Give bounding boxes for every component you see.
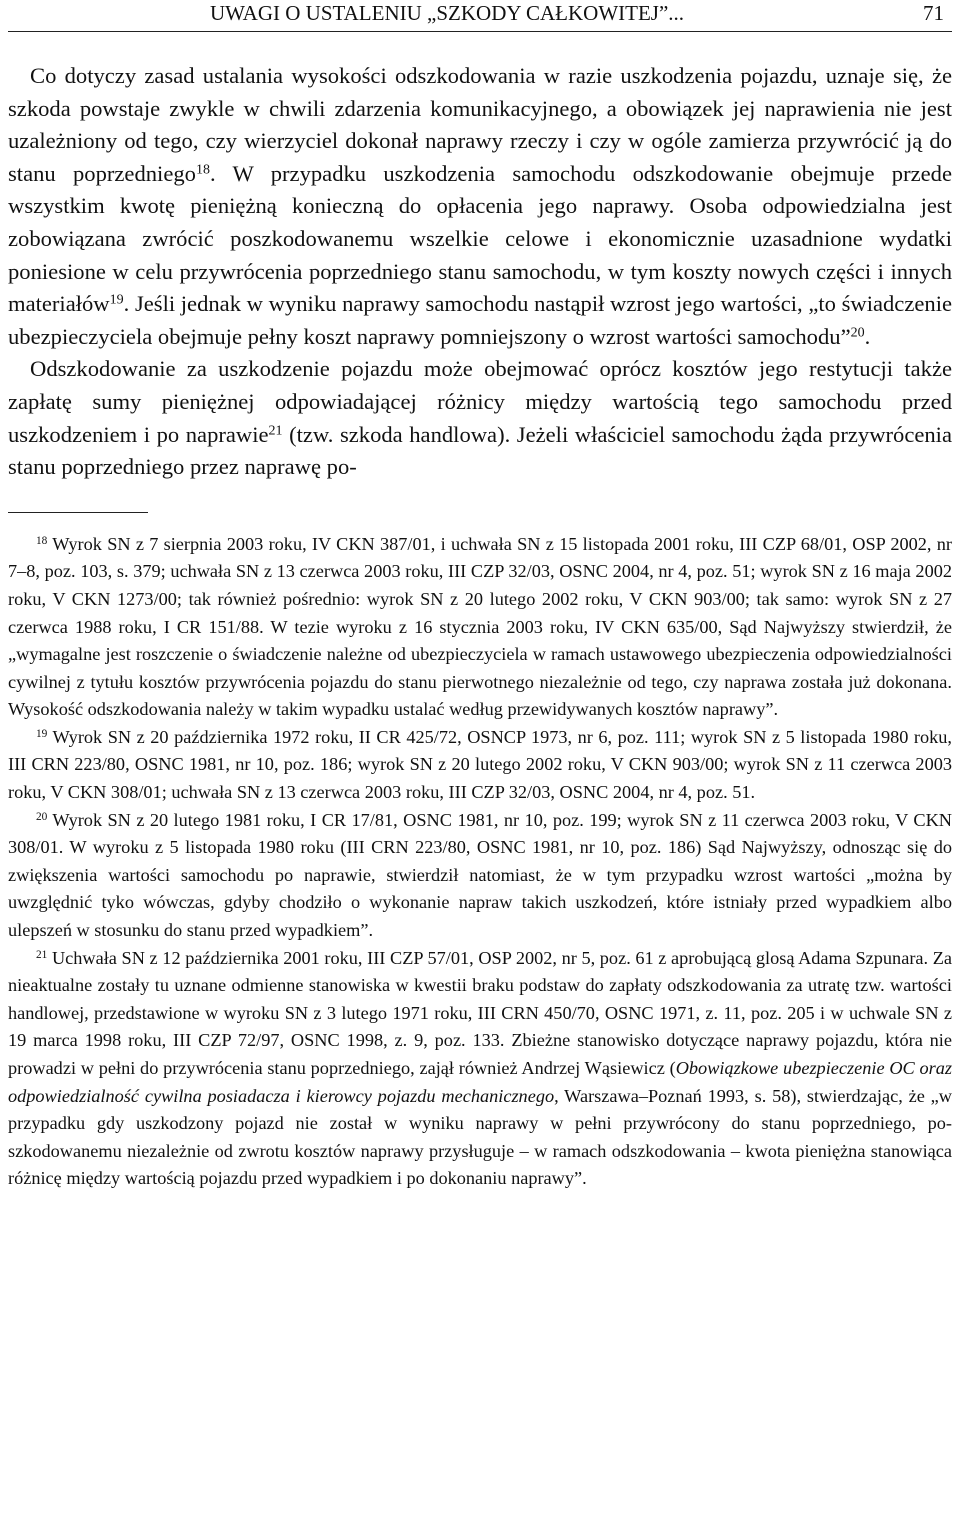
paragraph-1-text-b: . W przypadku uszkodzenia samochodu odszkodowanie obejmuje przede wszystkim kwotę pieniężną konieczną do opłacenia jego naprawy. Osoba odpowiedzialna jest zobowiązana zwrócić poszkodowanemu wszelkie celowe i ekonomicznie uzasadnione wydatki poniesione w celu przywrócenia poprzedniego stanu samochodu, w tym koszty nowych części i innych materiałów (8, 160, 952, 317)
cited-book-title: Obowiązkowe ubezpieczenie OC oraz odpowiedzialność cywilna posiadacza i kierowcy pojazdu mechanicznego (8, 1058, 952, 1106)
running-title: UWAGI O USTALENIU „SZKODY CAŁKOWITEJ”... (210, 0, 685, 25)
footnote-ref-20: 20 (850, 325, 865, 341)
footnote-21 (8, 945, 952, 1193)
footnote-number: 21 (36, 948, 48, 961)
footnote-number: 18 (36, 534, 48, 547)
paragraph-1 (8, 60, 952, 353)
paragraph-1-text-d: . (864, 323, 871, 349)
footnote-number: 19 (36, 727, 48, 740)
page-number: 71 (923, 0, 944, 25)
paragraph-2-text-a: Odszkodowanie za uszkodzenie pojazdu może obejmować oprócz kosztów jego restytucji także zapłatę sumy pieniężnej odpowiadającej różnicy między wartością tego samochodu przed uszkodzeniem i po naprawie (8, 356, 952, 447)
footnote-text: Wyrok SN z 20 lutego 1981 roku, I CR 17/81, OSNC 1981, nr 10, poz. 199; wyrok SN z 11 czerwca 2003 roku, V CKN 308/01. W wyroku z 5 listopada 1980 roku (III CRN 223/80, OSNC 1981, nr 10, poz. 186) Sąd Najwyższy, odnosząc się do zwiększenia wartości samochodu po naprawie, stwierdził natomiast, że w tym przypadku wzrost wartości „można by uwzględnić tyko wówczas, gdyby chodziło o wykonanie napraw takich uszkodzeń, które istniały przed wypadkiem albo ulepszeń w stosunku do stanu przed wypadkiem”. (8, 809, 952, 941)
footnote-20 (8, 807, 952, 945)
paragraph-2-text-b: (tzw. szkoda handlowa). Jeżeli właściciel samochodu żąda przywrócenia stanu poprzedniego przez naprawę po- (8, 421, 952, 480)
footnote-number: 20 (36, 810, 48, 823)
footnote-text: Wyrok SN z 20 października 1972 roku, II CR 425/72, OSNCP 1973, nr 6, poz. 111; wyrok SN z 5 listopada 1980 roku, III CRN 223/80, OSNC 1981, nr 10, poz. 186; wyrok SN z 20 lutego 2002 roku, V CKN 903/00; wyrok SN z 11 czerwca 2003 roku, V CKN 308/01; uchwała SN z 13 czerwca 2003 roku, III CZP 32/03, OSNC 2004, nr 4, poz. 51. (8, 726, 952, 803)
footnote-text: Wyrok SN z 7 sierpnia 2003 roku, IV CKN 387/01, i uchwała SN z 15 listopada 2001 roku, III CZP 68/01, OSP 2002, nr 7–8, poz. 103, s. 379; uchwała SN z 13 czerwca 2003 roku, III CZP 32/03, OSNC 2004, nr 4, poz. 51; wyrok SN z 16 maja 2002 roku, V CKN 1273/00; tak również pośrednio: wyrok SN z 20 lutego 2002 roku, V CKN 903/00; tak samo: wyrok SN z 27 czerwca 1988 roku, I CR 151/88. W tezie wyroku z 16 stycznia 2003 roku, IV CKN 635/00, Sąd Najwyższy stwierdził, że „wymagalne jest roszczenie o świadczenie należne od ubezpieczyciela w ramach ustawowego ubezpieczenia odpowiedzialności cywilnej z tytułu kosztów przywrócenia pojazdu do stanu pierwotnego niezależnie od tego, czy naprawa została już dokonana. Wysokość odszkodowania należy w takim wypadku ustalać według przewidywanych kosztów naprawy”. (8, 533, 952, 720)
paragraph-1-text-a: Co dotyczy zasad ustalania wysokości odszkodowania w razie uszkodzenia pojazdu, uznaje się, że szkoda powstaje zwykle w chwili zdarzenia komunikacyjnego, a obowiązek jej naprawienia nie jest uzależniony od tego, czy wierzyciel dokonał naprawy rzeczy i czy w ogóle zamierza przywrócić ją do stanu poprzedniego (8, 63, 952, 186)
footnote-ref-18: 18 (195, 162, 210, 178)
footnote-text: Uchwała SN z 12 października 2001 roku, III CZP 57/01, OSP 2002, nr 5, poz. 61 z aprobującą glosą Adama Szpunara. Za nieaktualne zostały tu uznane odmienne stanowiska w kwestii braku podstaw do zapłaty odszkodowania za utratę tzw. wartości handlowej, przedstawione w wyroku SN z 3 lutego 1971 roku, III CRN 450/70, OSNC 1971, z. 11, poz. 205 i w uchwale SN z 19 marca 1998 roku, III CZP 72/97, OSNC 1998, z. 9, poz. 133. Zbieżne stanowisko dotyczące naprawy pojazdu, która nie prowadzi w pełni do przywrócenia stanu poprzedniego, zajął również Andrzej Wąsiewicz ( (8, 947, 952, 1078)
footnote-ref-21: 21 (268, 422, 283, 438)
paragraph-1-text-c: . Jeśli jednak w wyniku naprawy samochodu nastąpił wzrost jego wartości, „to świadczenie ubezpieczyciela obejmuje pełny koszt naprawy pomniejszony o wzrost wartości samochodu” (8, 291, 952, 349)
paragraph-2 (8, 353, 952, 483)
footnote-divider (8, 512, 148, 513)
footnote-19 (8, 724, 952, 807)
running-header (8, 0, 952, 32)
main-text (8, 60, 952, 484)
footnote-text-continued: , Warszawa–Poznań 1993, s. 58), stwierdzając, że „w przypadku gdy uszkodzony pojazd nie został w wyniku naprawy w pełni przywrócony do stanu poprzedniego, poszkodowanemu niezależnie od zwrotu kosztów naprawy przysługuje – w ramach odszkodowania – kwota pieniężna stanowiąca różnicę między wartością pojazdu przed wypadkiem i po dokonaniu naprawy”. (8, 1085, 952, 1189)
footnotes (8, 531, 952, 1193)
footnote-18 (8, 531, 952, 724)
footnote-ref-19: 19 (109, 292, 124, 308)
